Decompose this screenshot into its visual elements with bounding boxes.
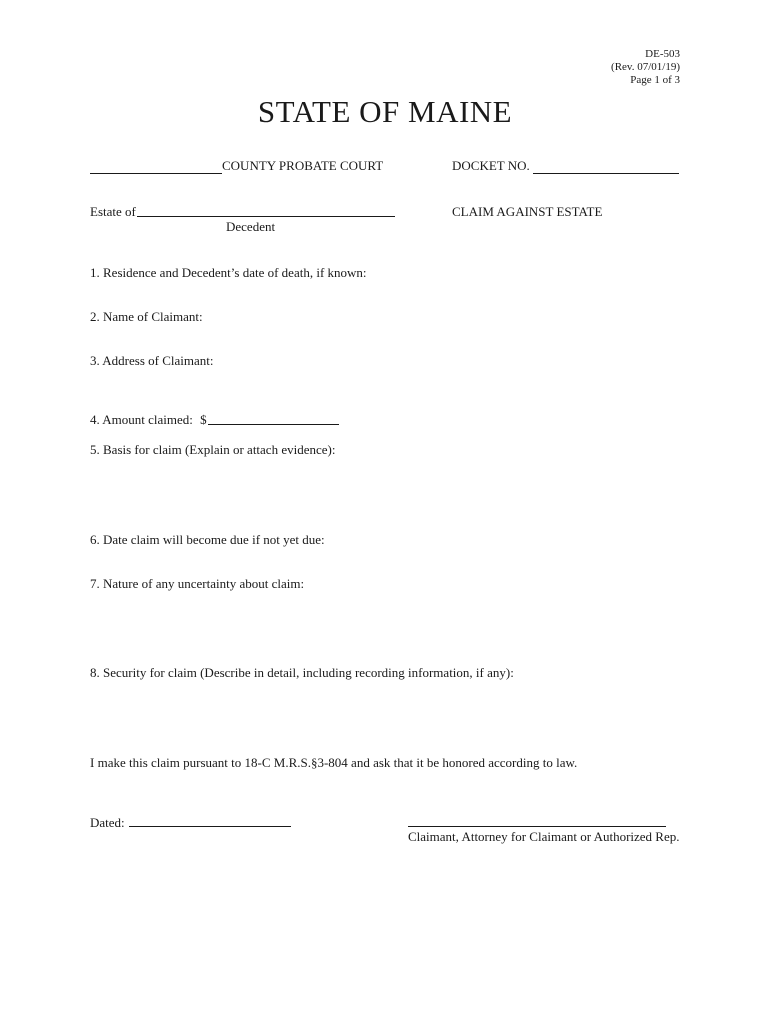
item-5-basis: 5. Basis for claim (Explain or attach evidence):	[90, 442, 336, 457]
decedent-label: Decedent	[226, 219, 276, 234]
currency-symbol: $	[200, 412, 207, 427]
item-8-security: 8. Security for claim (Describe in detail, including recording information, if any):	[90, 665, 514, 680]
county-name-field[interactable]	[90, 173, 222, 174]
docket-number-field[interactable]	[533, 173, 679, 174]
page-number: Page 1 of 3	[630, 74, 680, 86]
item-7-uncertainty: 7. Nature of any uncertainty about claim:	[90, 576, 305, 591]
amount-claimed-field[interactable]	[208, 424, 339, 425]
estate-label: Estate of	[90, 204, 136, 219]
form-title: CLAIM AGAINST ESTATE	[452, 204, 603, 219]
form-id: DE-503	[645, 48, 680, 60]
date-field[interactable]	[129, 826, 291, 827]
docket-label: DOCKET NO.	[452, 158, 530, 173]
claim-statement: I make this claim pursuant to 18-C M.R.S.§3-804 and ask that it be honored according to law.	[90, 755, 578, 770]
item-2-claimant-name: 2. Name of Claimant:	[90, 309, 203, 324]
dated-label: Dated:	[90, 815, 125, 830]
estate-name-field[interactable]	[137, 216, 395, 217]
signature-field[interactable]	[408, 826, 666, 827]
item-1-residence: 1. Residence and Decedent’s date of death, if known:	[90, 265, 367, 280]
court-label: COUNTY PROBATE COURT	[222, 158, 384, 173]
form-revision: (Rev. 07/01/19)	[611, 61, 680, 73]
item-3-claimant-address: 3. Address of Claimant:	[90, 353, 214, 368]
item-6-due-date: 6. Date claim will become due if not yet due:	[90, 532, 325, 547]
document-title: STATE OF MAINE	[257, 94, 513, 129]
signature-caption: Claimant, Attorney for Claimant or Authorized Rep.	[408, 829, 680, 844]
item-4-label: 4. Amount claimed:	[90, 412, 193, 427]
item-4-amount	[90, 412, 207, 428]
